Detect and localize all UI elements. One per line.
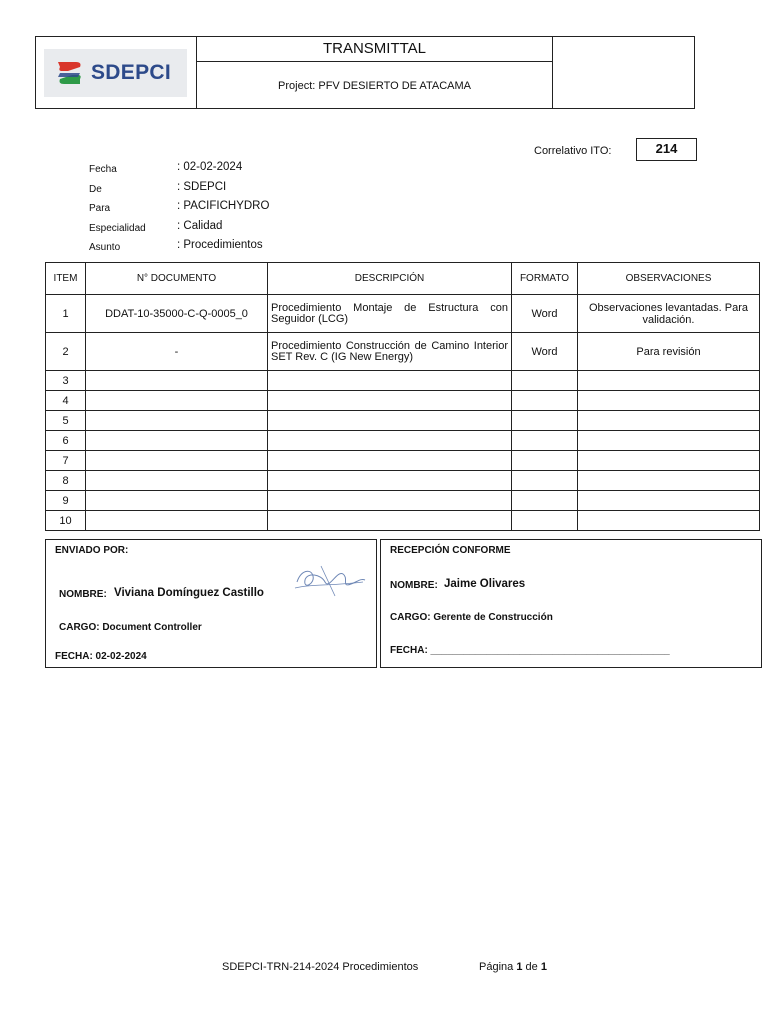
cell-descripcion bbox=[268, 451, 512, 471]
footer-of-word: de bbox=[525, 961, 538, 973]
cell-item: 4 bbox=[46, 391, 86, 411]
meta-value: : Procedimientos bbox=[177, 239, 263, 251]
table-row bbox=[46, 391, 760, 411]
cell-documento: - bbox=[86, 333, 268, 371]
sent-by-cargo: CARGO: Document Controller bbox=[59, 622, 202, 633]
footer-page-number bbox=[479, 961, 547, 973]
cell-descripcion bbox=[268, 371, 512, 391]
footer-page-current: 1 bbox=[516, 961, 523, 973]
cell-observaciones bbox=[578, 451, 760, 471]
cell-documento bbox=[86, 371, 268, 391]
cell-formato bbox=[512, 511, 578, 531]
cell-item: 2 bbox=[46, 333, 86, 371]
meta-key: Para bbox=[89, 203, 111, 214]
cell-formato bbox=[512, 431, 578, 451]
cell-documento bbox=[86, 511, 268, 531]
meta-key: Asunto bbox=[89, 242, 121, 253]
col-header-documento: N° DOCUMENTO bbox=[86, 263, 268, 295]
table-row bbox=[46, 511, 760, 531]
table-row bbox=[46, 411, 760, 431]
sent-by-title: ENVIADO POR: bbox=[55, 545, 129, 556]
signature-icon bbox=[291, 560, 369, 600]
cell-item: 9 bbox=[46, 491, 86, 511]
cell-descripcion bbox=[268, 511, 512, 531]
col-header-observaciones: OBSERVACIONES bbox=[578, 263, 760, 295]
cell-observaciones bbox=[578, 411, 760, 431]
footer-page-word: Página bbox=[479, 961, 514, 973]
cell-descripcion bbox=[268, 391, 512, 411]
table-row bbox=[46, 371, 760, 391]
received-name-label: NOMBRE: bbox=[390, 580, 438, 591]
cell-documento bbox=[86, 431, 268, 451]
project-name: Project: PFV DESIERTO DE ATACAMA bbox=[278, 80, 471, 92]
cell-documento bbox=[86, 451, 268, 471]
title-cell bbox=[197, 37, 553, 108]
sdepci-logo-icon bbox=[54, 58, 86, 88]
cell-formato bbox=[512, 491, 578, 511]
table-row bbox=[46, 491, 760, 511]
cell-documento: DDAT-10-35000-C-Q-0005_0 bbox=[86, 295, 268, 333]
cell-documento bbox=[86, 391, 268, 411]
meta-value: : PACIFICHYDRO bbox=[177, 200, 270, 212]
table-header-row bbox=[46, 263, 760, 295]
cell-observaciones: Observaciones levantadas. Para validación. bbox=[578, 295, 760, 333]
cell-documento bbox=[86, 491, 268, 511]
received-cargo: CARGO: Gerente de Construcción bbox=[390, 612, 553, 623]
col-header-formato: FORMATO bbox=[512, 263, 578, 295]
cell-item: 1 bbox=[46, 295, 86, 333]
cell-descripcion bbox=[268, 491, 512, 511]
logo-cell bbox=[36, 37, 197, 108]
footer-doc-ref: SDEPCI-TRN-214-2024 Procedimientos bbox=[222, 961, 419, 973]
cell-descripcion bbox=[268, 471, 512, 491]
cell-item: 8 bbox=[46, 471, 86, 491]
cell-observaciones bbox=[578, 431, 760, 451]
sent-by-name-label: NOMBRE: bbox=[59, 589, 107, 600]
sent-by-box bbox=[45, 539, 377, 668]
logo-text: SDEPCI bbox=[91, 61, 171, 84]
received-title: RECEPCIÓN CONFORME bbox=[390, 545, 511, 556]
meta-key: Especialidad bbox=[89, 222, 146, 234]
table-row bbox=[46, 333, 760, 371]
meta-value: : 02-02-2024 bbox=[177, 161, 243, 173]
cell-observaciones: Para revisión bbox=[578, 333, 760, 371]
cell-formato bbox=[512, 451, 578, 471]
correlativo-label: Correlativo ITO: bbox=[534, 145, 612, 157]
cell-item: 6 bbox=[46, 431, 86, 451]
cell-descripcion: Procedimiento Montaje de Estructura con Seguidor (LCG) bbox=[268, 295, 512, 333]
correlativo-value: 214 bbox=[636, 138, 697, 161]
cell-documento bbox=[86, 471, 268, 491]
meta-key: Fecha bbox=[89, 164, 117, 175]
cell-observaciones bbox=[578, 371, 760, 391]
cell-item: 5 bbox=[46, 411, 86, 431]
sent-by-fecha: FECHA: 02-02-2024 bbox=[55, 651, 147, 662]
cell-descripcion bbox=[268, 411, 512, 431]
col-header-descripcion: DESCRIPCIÓN bbox=[268, 263, 512, 295]
cell-observaciones bbox=[578, 511, 760, 531]
cell-item: 7 bbox=[46, 451, 86, 471]
meta-value: : SDEPCI bbox=[177, 180, 227, 193]
cell-observaciones bbox=[578, 491, 760, 511]
cell-observaciones bbox=[578, 471, 760, 491]
cell-formato bbox=[512, 411, 578, 431]
meta-key: De bbox=[89, 183, 102, 195]
company-logo bbox=[44, 49, 187, 97]
cell-formato bbox=[512, 371, 578, 391]
documents-table bbox=[45, 262, 760, 531]
received-fecha: FECHA: ___________________________________________ bbox=[390, 645, 670, 656]
cell-documento bbox=[86, 411, 268, 431]
cell-item: 3 bbox=[46, 371, 86, 391]
cell-formato: Word bbox=[512, 295, 578, 333]
received-box bbox=[380, 539, 762, 668]
table-row bbox=[46, 451, 760, 471]
footer-page-total: 1 bbox=[540, 961, 547, 973]
cell-observaciones bbox=[578, 391, 760, 411]
table-row bbox=[46, 295, 760, 333]
cell-descripcion bbox=[268, 431, 512, 451]
cell-descripcion: Procedimiento Construcción de Camino Interior SET Rev. C (IG New Energy) bbox=[268, 333, 512, 371]
cell-formato bbox=[512, 391, 578, 411]
transmittal-header bbox=[35, 36, 695, 109]
table-row bbox=[46, 431, 760, 451]
table-row bbox=[46, 471, 760, 491]
cell-formato bbox=[512, 471, 578, 491]
received-name: Jaime Olivares bbox=[444, 578, 526, 590]
document-title: TRANSMITTAL bbox=[197, 37, 552, 62]
col-header-item: ITEM bbox=[46, 263, 86, 295]
meta-value: : Calidad bbox=[177, 219, 223, 232]
sent-by-name: Viviana Domínguez Castillo bbox=[114, 587, 264, 599]
cell-formato: Word bbox=[512, 333, 578, 371]
cell-item: 10 bbox=[46, 511, 86, 531]
